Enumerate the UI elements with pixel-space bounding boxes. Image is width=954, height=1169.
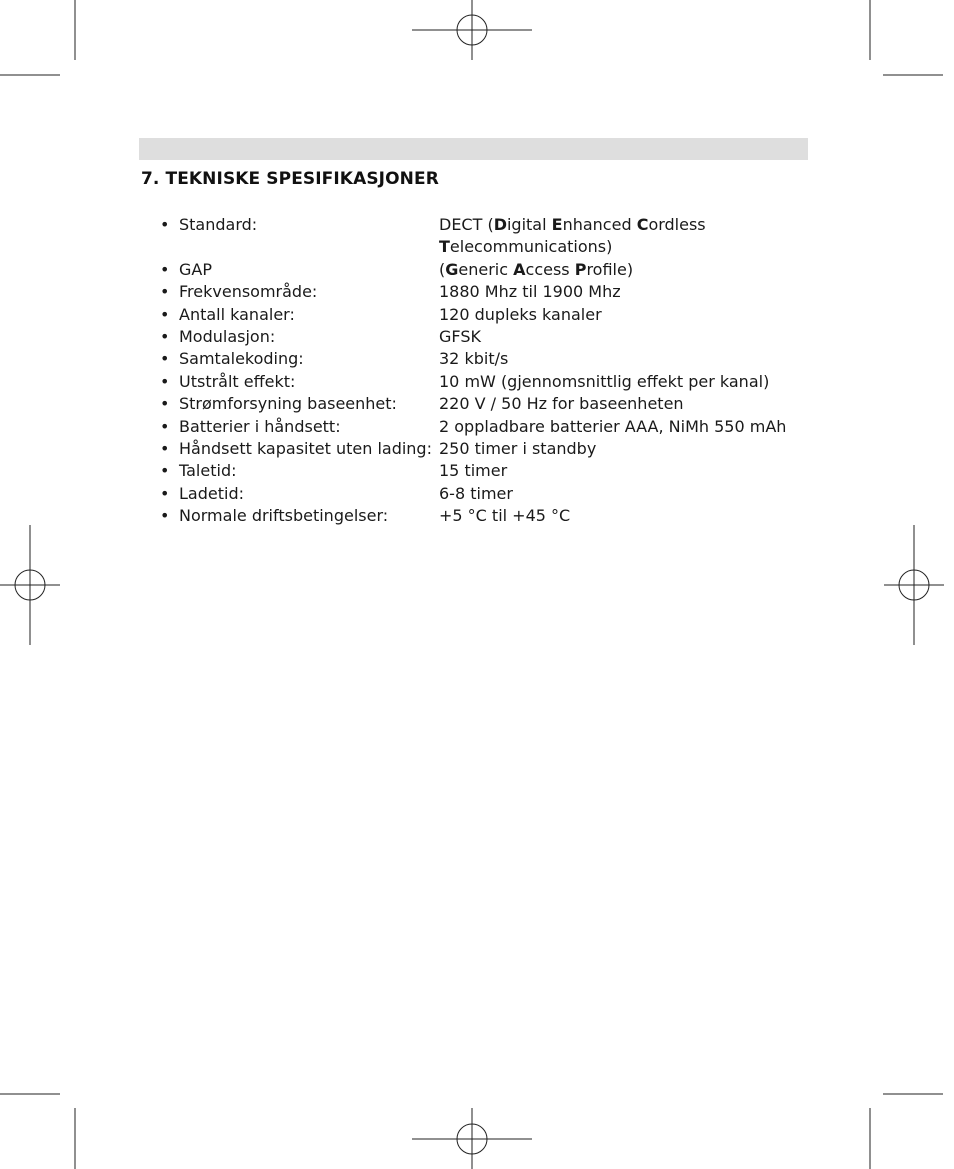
bullet-icon: • bbox=[160, 327, 170, 347]
value-text: nhanced bbox=[562, 215, 637, 234]
value-text: DECT ( bbox=[439, 215, 494, 234]
spec-label: Antall kanaler: bbox=[179, 304, 295, 324]
acronym-letter: T bbox=[439, 237, 450, 257]
spec-value bbox=[439, 304, 820, 326]
spec-value-text: 15 timer bbox=[439, 461, 508, 481]
bullet-icon: • bbox=[160, 371, 170, 391]
bullet-icon: • bbox=[160, 483, 170, 503]
value-text: ccess bbox=[525, 259, 575, 279]
registration-target-right bbox=[884, 525, 944, 645]
spec-row bbox=[160, 393, 820, 415]
value-text: igital bbox=[506, 215, 552, 234]
spec-value-line bbox=[439, 259, 820, 281]
spec-label: Strømforsyning baseenhet: bbox=[179, 394, 397, 414]
spec-label: Utstrålt effekt: bbox=[179, 371, 296, 391]
spec-label: Batterier i håndsett: bbox=[179, 416, 341, 436]
spec-label: Håndsett kapasitet uten lading: bbox=[179, 439, 432, 459]
spec-value-text: 10 mW (gjennomsnittlig effekt per kanal) bbox=[439, 371, 770, 391]
section-header-bar bbox=[139, 138, 808, 160]
acronym-letter: P bbox=[574, 259, 587, 279]
spec-label: Ladetid: bbox=[179, 483, 244, 503]
registration-target-bottom bbox=[412, 1108, 532, 1169]
spec-row bbox=[160, 438, 820, 460]
registration-target-left bbox=[0, 525, 60, 645]
section-title: 7. TEKNISKE SPESIFIKASJONER bbox=[141, 169, 439, 189]
spec-label: Modulasjon: bbox=[179, 327, 276, 347]
bullet-icon: • bbox=[160, 461, 170, 481]
spec-label: Samtalekoding: bbox=[179, 349, 304, 369]
spec-label: GAP bbox=[179, 259, 212, 279]
spec-value-text: 220 V / 50 Hz for baseenheten bbox=[439, 394, 684, 414]
spec-value-text: 32 kbit/s bbox=[439, 349, 509, 369]
acronym-letter: G bbox=[445, 259, 459, 279]
spec-row bbox=[160, 348, 820, 370]
spec-value bbox=[439, 483, 820, 505]
spec-value-text: 250 timer i standby bbox=[439, 439, 597, 459]
spec-value bbox=[439, 416, 820, 438]
spec-value-text: GFSK bbox=[439, 327, 481, 347]
spec-row bbox=[160, 460, 820, 482]
spec-row bbox=[160, 483, 820, 505]
spec-value-text: 120 dupleks kanaler bbox=[439, 304, 602, 324]
acronym-letter: E bbox=[551, 215, 563, 234]
spec-value-text: +5 °C til +45 °C bbox=[439, 506, 571, 526]
bullet-icon: • bbox=[160, 394, 170, 414]
spec-value-line bbox=[439, 214, 820, 236]
spec-value bbox=[439, 326, 820, 348]
spec-value-text: 6-8 timer bbox=[439, 483, 513, 503]
value-text: rofile) bbox=[586, 259, 634, 279]
spec-label: Normale driftsbetingelser: bbox=[179, 506, 389, 526]
spec-value bbox=[439, 259, 820, 281]
bullet-icon: • bbox=[160, 506, 170, 526]
spec-row bbox=[160, 259, 820, 281]
spec-label: Frekvensområde: bbox=[179, 282, 318, 302]
spec-value bbox=[439, 348, 820, 370]
acronym-letter: D bbox=[493, 215, 507, 234]
value-text: eneric bbox=[458, 259, 514, 279]
bullet-icon: • bbox=[160, 282, 170, 302]
spec-value bbox=[439, 371, 820, 393]
spec-label: Taletid: bbox=[179, 461, 237, 481]
bullet-icon: • bbox=[160, 416, 170, 436]
spec-value-text: 1880 Mhz til 1900 Mhz bbox=[439, 282, 621, 302]
spec-row bbox=[160, 304, 820, 326]
bullet-icon: • bbox=[160, 304, 170, 324]
spec-value bbox=[439, 460, 820, 482]
spec-value-text: 2 oppladbare batterier AAA, NiMh 550 mAh bbox=[439, 416, 787, 436]
spec-value bbox=[439, 505, 820, 527]
value-text: elecommunications) bbox=[449, 237, 613, 257]
bullet-icon: • bbox=[160, 439, 170, 459]
spec-row bbox=[160, 416, 820, 438]
spec-row bbox=[160, 281, 820, 303]
bullet-icon: • bbox=[160, 215, 170, 234]
spec-value bbox=[439, 214, 820, 259]
spec-value bbox=[439, 281, 820, 303]
value-text: ordless bbox=[648, 215, 706, 234]
spec-label: Standard: bbox=[179, 215, 258, 234]
value-text: ( bbox=[439, 259, 446, 279]
spec-value bbox=[439, 393, 820, 415]
spec-row bbox=[160, 505, 820, 527]
bullet-icon: • bbox=[160, 259, 170, 279]
spec-value bbox=[439, 438, 820, 460]
spec-row bbox=[160, 214, 820, 259]
registration-target-top bbox=[412, 0, 532, 60]
spec-list bbox=[160, 214, 820, 528]
spec-row bbox=[160, 326, 820, 348]
bullet-icon: • bbox=[160, 349, 170, 369]
spec-row bbox=[160, 371, 820, 393]
spec-value-line bbox=[439, 236, 820, 258]
acronym-letter: C bbox=[636, 215, 649, 234]
acronym-letter: A bbox=[513, 259, 526, 279]
